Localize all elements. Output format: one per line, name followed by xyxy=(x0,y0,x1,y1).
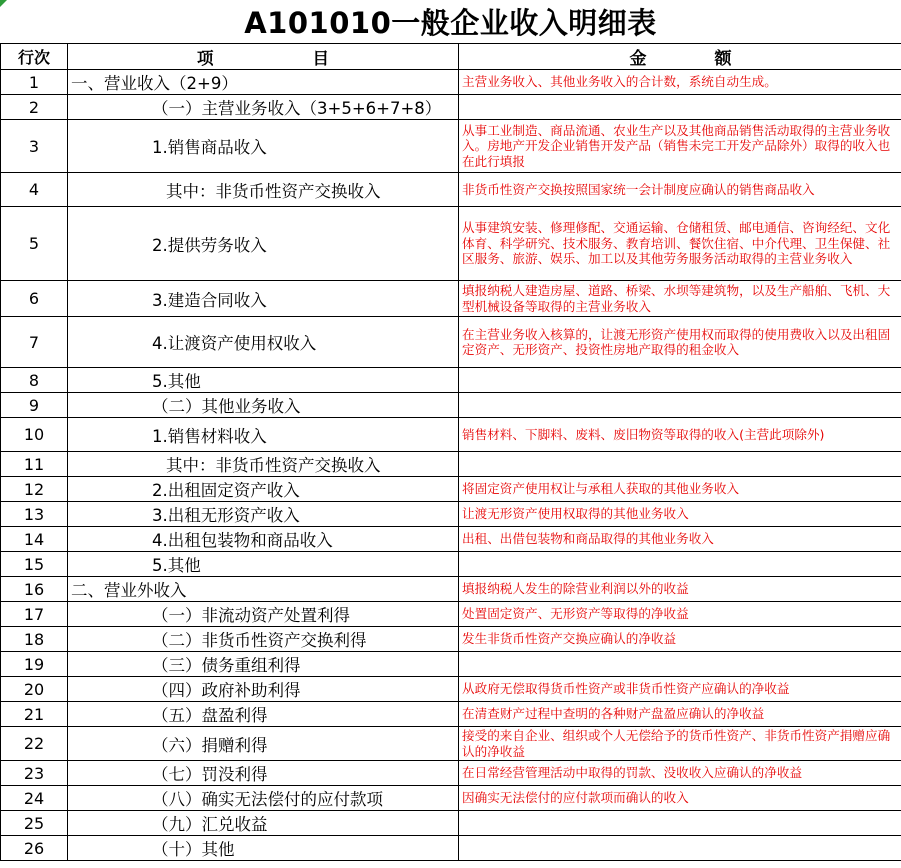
item-cell[interactable]: （九）汇兑收益 xyxy=(68,811,459,836)
item-cell[interactable]: 一、营业收入（2+9） xyxy=(68,70,459,95)
amount-note-cell[interactable]: 在清查财产过程中查明的各种财产盘盈应确认的净收益 xyxy=(459,702,901,727)
row-number-cell[interactable]: 14 xyxy=(1,527,68,552)
row-number-cell[interactable]: 10 xyxy=(1,418,68,452)
item-cell[interactable]: （三）债务重组利得 xyxy=(68,652,459,677)
item-cell[interactable]: （六）捐赠利得 xyxy=(68,727,459,761)
row-number-cell[interactable]: 3 xyxy=(1,120,68,173)
row-number-cell[interactable]: 5 xyxy=(1,207,68,281)
amount-note-cell[interactable]: 填报纳税人发生的除营业利润以外的收益 xyxy=(459,577,901,602)
item-cell[interactable]: 2.出租固定资产收入 xyxy=(68,477,459,502)
item-cell[interactable]: 其中：非货币性资产交换收入 xyxy=(68,173,459,207)
table-row xyxy=(1,477,901,502)
amount-note-cell[interactable]: 销售材料、下脚料、废料、废旧物资等取得的收入(主营此项除外) xyxy=(459,418,901,452)
item-cell[interactable]: 4.出租包装物和商品收入 xyxy=(68,527,459,552)
row-number-cell[interactable]: 7 xyxy=(1,317,68,368)
row-number-cell[interactable]: 23 xyxy=(1,761,68,786)
item-cell[interactable]: （一）非流动资产处置利得 xyxy=(68,602,459,627)
item-cell[interactable]: （十）其他 xyxy=(68,836,459,861)
item-cell[interactable]: （七）罚没利得 xyxy=(68,761,459,786)
amount-note-cell[interactable]: 因确实无法偿付的应付款项而确认的收入 xyxy=(459,786,901,811)
item-cell[interactable]: 1.销售商品收入 xyxy=(68,120,459,173)
amount-note-cell[interactable] xyxy=(459,652,901,677)
row-number-cell[interactable]: 2 xyxy=(1,95,68,120)
item-cell[interactable]: 2.提供劳务收入 xyxy=(68,207,459,281)
table-header-row xyxy=(1,44,901,70)
row-number-cell[interactable]: 18 xyxy=(1,627,68,652)
row-number-cell[interactable]: 24 xyxy=(1,786,68,811)
item-cell[interactable]: 1.销售材料收入 xyxy=(68,418,459,452)
table-row xyxy=(1,173,901,207)
amount-note-cell[interactable] xyxy=(459,552,901,577)
item-cell[interactable]: 5.其他 xyxy=(68,368,459,393)
amount-note-cell[interactable] xyxy=(459,393,901,418)
row-number-cell[interactable]: 19 xyxy=(1,652,68,677)
table-row xyxy=(1,527,901,552)
income-detail-table xyxy=(0,43,901,861)
row-number-cell[interactable]: 22 xyxy=(1,727,68,761)
item-cell[interactable]: 其中：非货币性资产交换收入 xyxy=(68,452,459,477)
amount-note-cell[interactable]: 主营业务收入、其他业务收入的合计数，系统自动生成。 xyxy=(459,70,901,95)
amount-note-cell[interactable]: 处置固定资产、无形资产等取得的净收益 xyxy=(459,602,901,627)
table-row xyxy=(1,393,901,418)
item-cell[interactable]: 3.出租无形资产收入 xyxy=(68,502,459,527)
item-cell[interactable]: （八）确实无法偿付的应付款项 xyxy=(68,786,459,811)
amount-note-cell[interactable]: 接受的来自企业、组织或个人无偿给予的货币性资产、非货币性资产捐赠应确认的净收益 xyxy=(459,727,901,761)
amount-note-cell[interactable]: 填报纳税人建造房屋、道路、桥梁、水坝等建筑物，以及生产船舶、飞机、大型机械设备等取得的主营业务收入 xyxy=(459,281,901,317)
amount-note-cell[interactable]: 非货币性资产交换按照国家统一会计制度应确认的销售商品收入 xyxy=(459,173,901,207)
table-row xyxy=(1,652,901,677)
table-row xyxy=(1,120,901,173)
amount-note-cell[interactable]: 让渡无形资产使用权取得的其他业务收入 xyxy=(459,502,901,527)
amount-note-cell[interactable] xyxy=(459,95,901,120)
row-number-cell[interactable]: 12 xyxy=(1,477,68,502)
table-row xyxy=(1,702,901,727)
row-number-cell[interactable]: 16 xyxy=(1,577,68,602)
table-row xyxy=(1,281,901,317)
row-number-cell[interactable]: 17 xyxy=(1,602,68,627)
item-cell[interactable]: 4.让渡资产使用权收入 xyxy=(68,317,459,368)
row-number-cell[interactable]: 15 xyxy=(1,552,68,577)
item-cell[interactable]: （二）其他业务收入 xyxy=(68,393,459,418)
table-row xyxy=(1,577,901,602)
row-number-cell[interactable]: 26 xyxy=(1,836,68,861)
item-cell[interactable]: （四）政府补助利得 xyxy=(68,677,459,702)
amount-note-cell[interactable]: 在日常经营管理活动中取得的罚款、没收收入应确认的净收益 xyxy=(459,761,901,786)
row-number-cell[interactable]: 8 xyxy=(1,368,68,393)
table-row xyxy=(1,317,901,368)
amount-note-cell[interactable] xyxy=(459,452,901,477)
item-cell[interactable]: （五）盘盈利得 xyxy=(68,702,459,727)
amount-note-cell[interactable]: 在主营业务收入核算的，让渡无形资产使用权而取得的使用费收入以及出租固定资产、无形资产、投资性房地产取得的租金收入 xyxy=(459,317,901,368)
item-cell[interactable]: 二、营业外收入 xyxy=(68,577,459,602)
amount-note-cell[interactable]: 发生非货币性资产交换应确认的净收益 xyxy=(459,627,901,652)
table-row xyxy=(1,761,901,786)
row-number-cell[interactable]: 9 xyxy=(1,393,68,418)
amount-note-cell[interactable] xyxy=(459,836,901,861)
row-number-cell[interactable]: 11 xyxy=(1,452,68,477)
amount-note-cell[interactable] xyxy=(459,368,901,393)
amount-note-cell[interactable]: 出租、出借包装物和商品取得的其他业务收入 xyxy=(459,527,901,552)
table-row xyxy=(1,207,901,281)
amount-note-cell[interactable]: 从事工业制造、商品流通、农业生产以及其他商品销售活动取得的主营业务收入。房地产开发企业销售开发产品（销售未完工开发产品除外）取得的收入也在此行填报 xyxy=(459,120,901,173)
table-row xyxy=(1,502,901,527)
item-cell[interactable]: （一）主营业务收入（3+5+6+7+8） xyxy=(68,95,459,120)
table-row xyxy=(1,418,901,452)
row-number-cell[interactable]: 1 xyxy=(1,70,68,95)
cell-corner-marker xyxy=(0,0,7,7)
table-row xyxy=(1,602,901,627)
amount-note-cell[interactable]: 将固定资产使用权让与承租人获取的其他业务收入 xyxy=(459,477,901,502)
table-row xyxy=(1,811,901,836)
row-number-cell[interactable]: 25 xyxy=(1,811,68,836)
table-row xyxy=(1,786,901,811)
table-row xyxy=(1,627,901,652)
header-row-number: 行次 xyxy=(1,44,68,70)
amount-note-cell[interactable]: 从政府无偿取得货币性资产或非货币性资产应确认的净收益 xyxy=(459,677,901,702)
table-row xyxy=(1,452,901,477)
row-number-cell[interactable]: 21 xyxy=(1,702,68,727)
item-cell[interactable]: 3.建造合同收入 xyxy=(68,281,459,317)
amount-note-cell[interactable] xyxy=(459,811,901,836)
table-row xyxy=(1,677,901,702)
table-row xyxy=(1,836,901,861)
row-number-cell[interactable]: 20 xyxy=(1,677,68,702)
table-row xyxy=(1,70,901,95)
table-row xyxy=(1,368,901,393)
table-row xyxy=(1,95,901,120)
item-cell[interactable]: 5.其他 xyxy=(68,552,459,577)
row-number-cell[interactable]: 13 xyxy=(1,502,68,527)
table-row xyxy=(1,552,901,577)
header-item: 项 目 xyxy=(68,44,459,70)
item-cell[interactable]: （二）非货币性资产交换利得 xyxy=(68,627,459,652)
amount-note-cell[interactable]: 从事建筑安装、修理修配、交通运输、仓储租赁、邮电通信、咨询经纪、文化体育、科学研究、技术服务、教育培训、餐饮住宿、中介代理、卫生保健、社区服务、旅游、娱乐、加工以及其他劳务服务活动取得的主营业务收入 xyxy=(459,207,901,281)
header-amount: 金 额 xyxy=(459,44,901,70)
page-title: A101010一般企业收入明细表 xyxy=(244,6,657,40)
row-number-cell[interactable]: 6 xyxy=(1,281,68,317)
row-number-cell[interactable]: 4 xyxy=(1,173,68,207)
table-row xyxy=(1,727,901,761)
